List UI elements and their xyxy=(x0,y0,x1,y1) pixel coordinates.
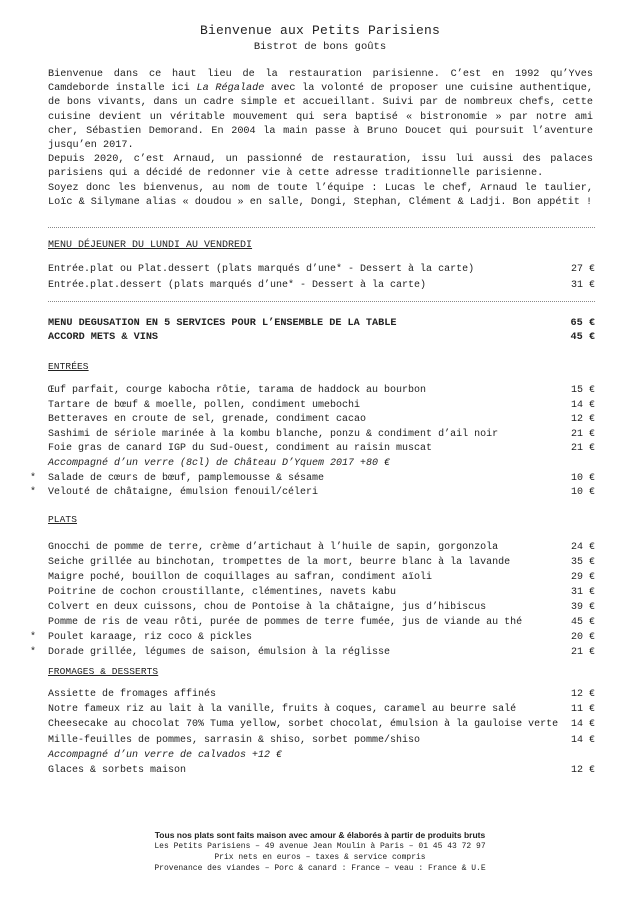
footer-homemade-note: Tous nos plats sont faits maison avec amour & élaborés à partir de produits bruts xyxy=(154,830,486,840)
intro-text xyxy=(48,68,593,210)
dish-price: 29 € xyxy=(570,572,595,583)
dessert-row xyxy=(48,688,595,702)
entree-row xyxy=(30,472,595,486)
dish-price: 12 € xyxy=(570,765,595,776)
plat-row xyxy=(48,616,595,630)
dish-name: Maigre poché, bouillon de coquillages au safran, condiment aïoli xyxy=(48,572,433,583)
dish-price: 10 € xyxy=(570,472,595,484)
dish-price: 35 € xyxy=(570,557,595,568)
lunch-menu-asterisk: * xyxy=(30,472,37,484)
dish-price: 14 € xyxy=(570,719,595,731)
dessert-row xyxy=(48,764,595,778)
dish-name: Œuf parfait, courge kabocha rôtie, tarama de haddock au bourbon xyxy=(48,385,427,396)
intro-p1-end: avec la volonté de proposer une cuisine authentique, de bons vivants, dans un cadre simple et accueillant. Suivi par de nombreux chefs, cette cuisine devient un véritable mouvement qui sera baptisé « bistronomie » par notre ami cher, Sébastien Demorand. En 2004 la main passe à Bruno Doucet qui poursuit l’aventure jusqu’en 2017. xyxy=(48,83,594,152)
footer xyxy=(0,830,640,874)
plat-row xyxy=(30,631,595,645)
dish-name: Assiette de fromages affinés xyxy=(48,689,217,700)
dish-price: 65 € xyxy=(570,318,595,329)
section-heading-lunch: MENU DÉJEUNER DU LUNDI AU VENDREDI xyxy=(48,240,253,251)
divider xyxy=(48,227,595,228)
dish-price: 21 € xyxy=(570,443,595,455)
dish-price: 11 € xyxy=(570,704,595,716)
dish-name: Mille-feuilles de pommes, sarrasin & shiso, sorbet pomme/shiso xyxy=(48,734,421,746)
entree-row xyxy=(48,399,595,413)
dish-name: Cheesecake au chocolat 70% Tuma yellow, sorbet chocolat, émulsion à la gauloise verte xyxy=(48,719,559,731)
entree-row xyxy=(48,384,595,398)
dish-price: 20 € xyxy=(570,632,595,643)
entree-row xyxy=(48,442,595,456)
dish-price: 10 € xyxy=(570,487,595,499)
dish-name: Notre fameux riz au lait à la vanille, fruits à coques, caramel au beurre salé xyxy=(48,704,517,716)
dish-name: Sashimi de sériole marinée à la kombu blanche, ponzu & condiment d’ail noir xyxy=(48,428,499,440)
dish-name: Foie gras de canard IGP du Sud-Ouest, condiment au raisin muscat xyxy=(48,443,433,455)
wine-pairing-note: Accompagné d’un verre (8cl) de Château D’Yquem 2017 +80 € xyxy=(48,458,391,469)
dish-price: 15 € xyxy=(570,385,595,396)
footer-price-note: Prix nets en euros – taxes & service compris xyxy=(214,853,426,862)
dish-name: Velouté de châtaigne, émulsion fenouil/céleri xyxy=(48,487,319,499)
dish-name: Colvert en deux cuissons, chou de Pontoise à la châtaigne, jus d’hibiscus xyxy=(48,602,487,613)
dish-price: 27 € xyxy=(570,264,595,275)
lunch-menu-asterisk: * xyxy=(30,632,37,643)
lunch-menu-asterisk: * xyxy=(30,487,37,499)
dish-price: 21 € xyxy=(570,428,595,440)
dish-price: 12 € xyxy=(570,414,595,426)
dish-name: MENU DEGUSATION EN 5 SERVICES POUR L’ENSEMBLE DE LA TABLE xyxy=(48,318,397,329)
wine-pairing-note: Accompagné d’un verre de calvados +12 € xyxy=(48,749,283,761)
page-title: Bienvenue aux Petits Parisiens xyxy=(199,23,441,38)
section-heading-entrees: ENTRÉES xyxy=(48,361,89,372)
divider xyxy=(48,301,595,302)
intro-p1-start: Bienvenue dans ce haut lieu de la restauration parisienne. C’est en 1992 qu’Yves Camdeborde installe ici xyxy=(48,69,593,95)
plat-row xyxy=(48,556,595,570)
dish-price: 24 € xyxy=(570,542,595,553)
dish-name: Betteraves en croute de sel, grenade, condiment cacao xyxy=(48,414,367,426)
dish-price: 14 € xyxy=(570,734,595,746)
lunch-menu-asterisk: * xyxy=(30,647,37,658)
dish-name: Poitrine de cochon croustillante, clémentines, navets kabu xyxy=(48,587,397,598)
dish-price: 12 € xyxy=(570,689,595,700)
tasting-menu-row xyxy=(48,331,595,345)
dessert-row xyxy=(48,718,595,732)
plat-row xyxy=(30,646,595,660)
dish-name: Salade de cœurs de bœuf, pamplemousse & sésame xyxy=(48,472,325,484)
plat-row xyxy=(48,571,595,585)
intro-paragraph-2: Depuis 2020, c’est Arnaud, un passionné de restauration, issu lui aussi des palaces parisiens qui a décidé de redonner vie à cette adresse traditionnelle parisienne. xyxy=(48,154,593,180)
dish-name: Poulet karaage, riz coco & pickles xyxy=(48,632,253,643)
lunch-menu-row xyxy=(48,279,595,293)
intro-paragraph-3: Soyez donc les bienvenus, au nom de toute l’équipe : Lucas le chef, Arnaud le taulier, Loïc & Silymane alias « doudou » en salle, Dongi, Stephan, Clément & Ladji. Bon appétit ! xyxy=(48,182,593,208)
plat-row xyxy=(48,541,595,555)
restaurant-name-emphasis: La Régalade xyxy=(196,83,265,95)
dish-name: Dorade grillée, légumes de saison, émulsion à la réglisse xyxy=(48,647,391,658)
entree-row xyxy=(30,486,595,500)
dish-price: 31 € xyxy=(570,280,595,291)
dish-name: ACCORD METS & VINS xyxy=(48,332,159,343)
dish-name: Gnocchi de pomme de terre, crème d’artichaut à l’huile de sapin, gorgonzola xyxy=(48,542,499,553)
plat-row xyxy=(48,601,595,615)
lunch-menu-row xyxy=(48,263,595,277)
dish-name: Pomme de ris de veau rôti, purée de pommes de terre fumée, jus de viande au thé xyxy=(48,617,523,628)
dish-name: Entrée.plat.dessert (plats marqués d’une* - Dessert à la carte) xyxy=(48,280,427,291)
dish-name: Entrée.plat ou Plat.dessert (plats marqués d’une* - Dessert à la carte) xyxy=(48,264,475,275)
dish-name: Glaces & sorbets maison xyxy=(48,765,187,776)
dish-name: Tartare de bœuf & moelle, pollen, condiment umebochi xyxy=(48,399,361,411)
tasting-menu-row xyxy=(48,317,595,331)
entree-row xyxy=(48,413,595,427)
intro-paragraph-1 xyxy=(48,68,593,153)
dish-price: 21 € xyxy=(570,647,595,658)
section-heading-desserts: FROMAGES & DESSERTS xyxy=(48,666,159,677)
footer-address: Les Petits Parisiens – 49 avenue Jean Moulin à Paris – 01 45 43 72 97 xyxy=(154,842,486,851)
section-heading-plats: PLATS xyxy=(48,514,78,525)
dish-name: Seiche grillée au binchotan, trompettes de la mort, beurre blanc à la lavande xyxy=(48,557,511,568)
dish-price: 45 € xyxy=(570,332,595,343)
dessert-row xyxy=(48,749,595,763)
footer-meat-origin: Provenance des viandes – Porc & canard : France – veau : France & U.E xyxy=(154,864,486,873)
dessert-row xyxy=(48,734,595,748)
dish-price: 31 € xyxy=(570,587,595,598)
page-subtitle: Bistrot de bons goûts xyxy=(253,41,387,53)
dessert-row xyxy=(48,703,595,717)
dish-price: 14 € xyxy=(570,399,595,411)
dish-price: 39 € xyxy=(570,602,595,613)
entree-row xyxy=(48,457,595,471)
dish-price: 45 € xyxy=(570,617,595,628)
plat-row xyxy=(48,586,595,600)
entree-row xyxy=(48,428,595,442)
